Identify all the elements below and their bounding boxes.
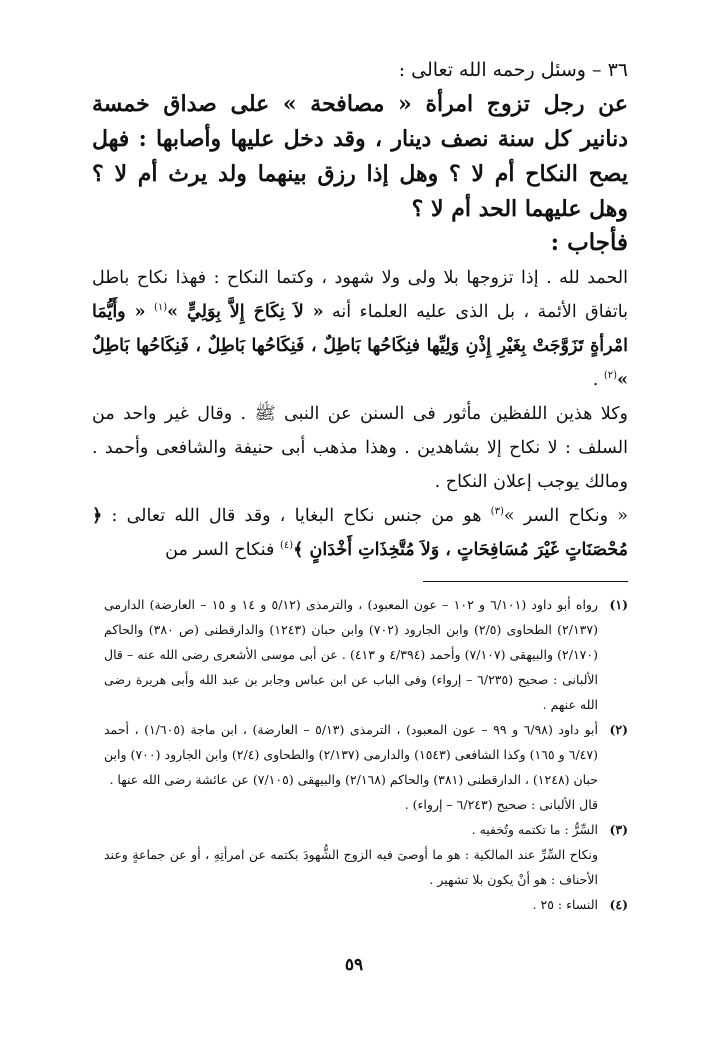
footnote-3 xyxy=(104,817,628,892)
footnote-ref-2: (٢) xyxy=(603,370,618,382)
answer-paragraph-2: وكلا هذين اللفظين مأثور فى السنن عن النبى ﷺ . وقال غير واحد من السلف : لا نكاح إلا بشاهدين . وهذا مذهب أبى حنيفة والشافعى وأحمد . ومالك يوجب إعلان النكاح . xyxy=(92,404,628,492)
footnote-divider xyxy=(423,581,628,582)
footnote-ref-1: (١) xyxy=(153,302,168,314)
answer-p3-text2: هو من جنس نكاح البغايا ، وقد قال الله تعالى : xyxy=(111,506,482,526)
hadith-quote-2: « وأَيُّمَا امْرأةٍ تَزَوَّجَتْ بِغَيْرِ إِذْنِ وَلِيِّها فنِكَاحُها بَاطِلٌ ، فَنِكَاحُها بَاطِلٌ ، فَنِكَاحُها بَاطِلٌ » xyxy=(92,302,628,390)
answer-label: فأجاب : xyxy=(550,229,628,256)
footnote-ref-4: (٤) xyxy=(279,540,294,552)
question-heading: ٣٦ – وسئل رحمه الله تعالى : xyxy=(398,59,628,81)
answer-body xyxy=(92,261,628,567)
footnote-number: (٣) xyxy=(609,822,628,837)
answer-p3-text1: « ونكاح السر » xyxy=(503,506,628,526)
footnote-text: ونكاح السِّرِّ عند المالكية : هو ما أوصىَ فيه الزوج الشُّهودَ بكتمه عن امرأتِهِ ، أو عن جماعةٍ وعند الأحناف : هو أنْ يكون بلا تشهير . xyxy=(104,847,598,887)
footnote-4 xyxy=(104,892,628,917)
footnotes xyxy=(104,592,628,917)
footnote-1 xyxy=(104,592,628,717)
hadith-quote-1: « لاَ نِكَاحَ إِلاَّ بِوَلِيٍّ » xyxy=(167,302,324,322)
footnote-number: (٢) xyxy=(609,722,628,737)
footnote-text: قال الألبانى : صحيح (٦/٢٤٣ – إرواء) . xyxy=(404,797,598,812)
footnote-number: (١) xyxy=(609,597,628,612)
answer-p1-text: الحمد لله . إذا تزوجها بلا ولى ولا شهود ، وكتما النكاح : فهذا نكاح باطل باتفاق الأئمة ، بل الذى عليه العلماء أنه xyxy=(92,268,628,322)
footnote-text: أبو داود (٦/٩٨ و ٩٩ – عون المعبود) ، الترمذى (٥/١٣ – العارضة) ، ابن ماجة (١/٦٠٥) ، أحمد (٦/٤٧ و ١٦٥) وكذا الشافعى (١٥٤٣) والدارمى (٢/١٣٧) والطحاوى (٢/٤) وابن الجارود (٧٠٠) وابن حبان (١٢٤٨) ، الدارقطنى (٣٨١) والحاكم (٢/١٦٨) والبيهقى (٧/١٠٥) عن عائشة رضى الله عنها . xyxy=(104,722,598,787)
page-number: ٥٩ xyxy=(344,955,364,975)
answer-p1-end: . xyxy=(592,370,599,390)
answer-p3-text3: فنكاح السر من xyxy=(165,540,275,560)
question-body: عن رجل تزوج امرأة « مصافحة » على صداق خمسة دنانير كل سنة نصف دينار ، وقد دخل عليها وأصابها : فهل يصح النكاح أم لا ؟ وهل إذا رزق بينهما ولد يرث أم لا ؟ وهل عليهما الحد أم لا ؟ xyxy=(92,91,628,222)
footnote-text: السِّرُّ : ما تكتمه وتُخفيه . xyxy=(471,822,598,837)
quran-verse: ﴿ مُحْصَنَاتٍ غَيْرَ مُسَافِحَاتٍ ، وَلاَ مُتَّخِذَاتِ أَخْدَانٍ ﴾ xyxy=(92,506,628,560)
answer-paragraph-1 xyxy=(92,261,628,397)
footnote-number: (٤) xyxy=(609,897,628,912)
answer-paragraph-3 xyxy=(92,499,628,567)
footnote-text: رواه أبو داود (٦/١٠١ و ١٠٢ – عون المعبود) ، والترمذى (٥/١٢ و ١٤ و ١٥ – العارضة) الدارمى (٢/١٣٧) الطحاوى (٢/٥) وابن الجارود (٧٠٢) وابن حبان (١٢٤٣) والدارقطنى (ص ٣٨٠) والحاكم (٢/١٧٠) والبيهقى (٧/١٠٧) وأحمد (٤/٣٩٤ و ٤١٣) . عن أبى موسى الأشعرى رضى الله عنه – قال الألبانى : صحيح (٦/٢٣٥ – إرواء) وفى الباب عن ابن عباس وجابر بن عبد الله وأبى هريرة رضى الله عنهم . xyxy=(104,597,599,712)
footnote-ref-3: (٣) xyxy=(490,506,504,518)
footnote-2 xyxy=(104,717,628,817)
footnote-text: النساء : ٢٥ . xyxy=(532,897,598,912)
page-content xyxy=(92,55,628,917)
